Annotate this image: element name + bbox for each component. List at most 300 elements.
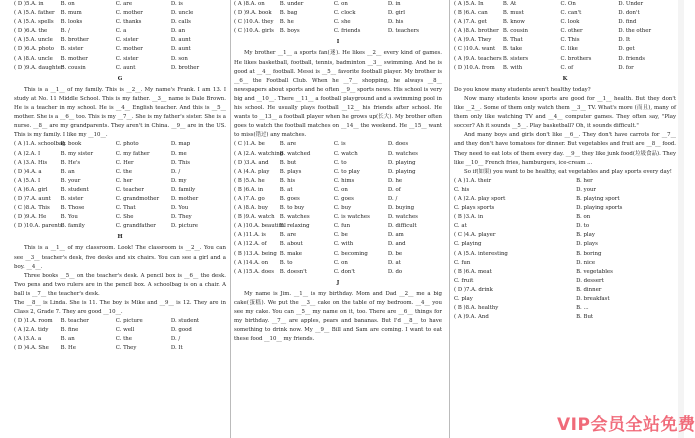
option-row xyxy=(234,9,442,18)
option-row xyxy=(234,186,442,195)
option-cell: D. playing xyxy=(387,168,416,175)
option-row xyxy=(234,268,442,277)
option-block-top xyxy=(14,0,226,73)
option-row xyxy=(454,240,676,249)
option-cell: B. about xyxy=(279,241,303,248)
option-row xyxy=(14,150,226,159)
option-cell: C. picture xyxy=(115,318,143,325)
option-cell: D. buying xyxy=(387,205,415,212)
option-row xyxy=(454,213,676,222)
option-cell: B. vegetables xyxy=(576,268,613,275)
option-row xyxy=(234,222,442,231)
option-cell: D. aunt xyxy=(170,37,191,44)
option-cell: C. look xyxy=(560,19,580,26)
column-divider-left xyxy=(230,0,231,438)
option-row xyxy=(14,168,226,177)
option-cell: C. other xyxy=(560,28,583,35)
option-cell: B. playing sport xyxy=(576,195,620,202)
option-cell: B. your xyxy=(60,177,81,184)
option-cell: ( D )10.A. parents xyxy=(14,223,63,230)
option-row xyxy=(454,18,676,27)
option-cell: ( A )11.A. is xyxy=(234,232,266,239)
option-cell: B. he xyxy=(279,19,294,26)
section-i-passage: My brother __1__ a sports fan(迷). He likes __2__ every kind of games. He likes basketball, football, tennis, badminton __3__ swimming. And he is good at __4__ football. Messi is __5__ favorite football player. My brother is __6__ the Football Club. When he __7__ shopping, he always __8__ newspapers about sports and he often __9__ sports news. His school is very big and __10__. There __11__ a football playground and a swimming pool in his school. He usually plays football __12__ his friends after school. He wants to __13__ a football player when he grows up(长大). My brother often goes to watch the football matches on __14__ the weekend. He __15__ want to miss(错过) any matches. xyxy=(234,50,442,139)
option-cell: B. his xyxy=(279,177,296,184)
option-cell: ( C )10.A. they xyxy=(234,19,274,26)
option-row xyxy=(234,204,442,213)
option-cell: B. know xyxy=(502,19,525,26)
option-cell: C. sister xyxy=(115,37,139,44)
option-cell: ( A )1.A. their xyxy=(454,177,492,184)
option-cell: D. / xyxy=(170,336,181,343)
option-cell: D. am xyxy=(387,232,404,239)
option-cell: ( D )1.A. room xyxy=(14,318,53,325)
option-cell: D. don't xyxy=(618,10,640,17)
option-cell: B. Those xyxy=(60,205,85,212)
option-cell: ( A )15.A. does xyxy=(234,268,275,275)
option-cell: C. is watches xyxy=(333,214,370,221)
option-cell: C. brothers xyxy=(560,55,592,62)
option-cell: B. boys xyxy=(279,28,300,35)
option-cell: D. You xyxy=(170,205,189,212)
option-cell: C. the xyxy=(115,336,132,343)
option-cell: C. a xyxy=(115,28,127,35)
option-cell: C. Her xyxy=(115,159,134,166)
option-cell: D. plays xyxy=(576,241,598,248)
option-cell: C. is xyxy=(333,141,346,148)
column-middle xyxy=(234,0,442,438)
option-row xyxy=(14,222,226,231)
option-block-top xyxy=(234,0,442,36)
option-cell: ( A )10.A. beautiful xyxy=(234,223,286,230)
option-cell: D. his xyxy=(387,19,404,26)
option-row xyxy=(14,195,226,204)
option-cell: D. in xyxy=(387,1,401,7)
option-cell: B. but xyxy=(279,159,297,166)
option-cell: D. for xyxy=(618,64,634,71)
option-cell: D. at xyxy=(387,259,401,266)
option-cell: C. grandfather xyxy=(115,223,156,230)
section-h-passage-1: This is a __1__ of my classroom. Look! The classroom is __2__. You can see __3__ teacher's desk, five desks and six chairs. You can see a girl and a boy. __4__. xyxy=(14,245,226,270)
section-g-title: G xyxy=(117,75,123,82)
option-cell: C. aunt xyxy=(115,64,136,71)
option-cell: ( D )6.A. photo xyxy=(14,46,54,53)
option-cell: B. cousin xyxy=(60,64,86,71)
option-cell: B. take xyxy=(502,46,523,53)
option-row xyxy=(454,204,676,213)
section-g-options xyxy=(14,140,226,231)
option-cell: C. with xyxy=(333,241,354,248)
option-cell: C. like xyxy=(560,46,578,53)
option-cell: C. That xyxy=(115,205,136,212)
option-cell: B. on xyxy=(60,1,75,7)
option-cell: B. That xyxy=(502,37,523,44)
option-cell: D. of xyxy=(387,186,401,193)
option-cell: ( A )9.A. They xyxy=(454,37,492,44)
option-cell: ( A )5.A. In xyxy=(454,1,484,7)
option-cell: D. brother xyxy=(170,64,200,71)
option-cell: D. to xyxy=(576,223,590,230)
option-cell: D. my xyxy=(170,177,187,184)
option-cell: ( A )7.A. get xyxy=(454,19,487,26)
option-row xyxy=(454,286,676,295)
option-cell: ( A )2.A. tidy xyxy=(14,327,49,334)
option-cell: B. teacher xyxy=(60,318,89,325)
option-cell: C. the xyxy=(115,168,132,175)
option-cell: B. family xyxy=(60,223,85,230)
column-divider-right xyxy=(449,0,450,438)
option-cell: C. They xyxy=(115,345,137,352)
option-row xyxy=(14,326,226,335)
option-row xyxy=(234,18,442,27)
option-cell: C. photo xyxy=(115,141,139,148)
option-row xyxy=(14,18,226,27)
option-cell: C. her xyxy=(115,177,133,184)
option-row xyxy=(14,45,226,54)
option-row xyxy=(454,259,676,268)
option-cell: D. your xyxy=(576,186,596,193)
option-row xyxy=(454,64,676,73)
option-cell: ( D )9.A. daughter xyxy=(14,64,64,71)
option-cell: B. sister xyxy=(60,195,84,202)
page-edge-strip xyxy=(678,0,684,438)
option-cell: B. mum xyxy=(60,10,82,17)
option-cell: D. me xyxy=(170,150,187,157)
option-cell: ( B )5.A. he xyxy=(234,177,265,184)
option-cell: B. brother xyxy=(60,37,89,44)
option-cell: ( A )5.A. interesting xyxy=(454,250,508,257)
option-cell: D. family xyxy=(170,186,196,193)
option-cell: ( A )3.A. His xyxy=(14,159,48,166)
option-row xyxy=(234,240,442,249)
option-cell: D. picture xyxy=(170,223,198,230)
option-row xyxy=(14,64,226,73)
option-cell: C. This xyxy=(560,37,580,44)
option-cell: C. on xyxy=(333,186,348,193)
option-cell: ( D )7.A. aunt xyxy=(14,195,51,202)
option-cell: D. find xyxy=(618,19,637,26)
option-cell: D. This xyxy=(170,159,190,166)
option-row xyxy=(14,344,226,353)
option-cell: D. is xyxy=(170,1,183,7)
option-row xyxy=(14,9,226,18)
option-cell: C. friends xyxy=(333,28,361,35)
option-cell: B. looks xyxy=(60,19,83,26)
option-cell: D. calls xyxy=(170,19,191,26)
option-row xyxy=(454,195,676,204)
option-cell: ( B )9.A. watch xyxy=(234,214,275,221)
section-j-title: J xyxy=(336,279,340,286)
option-cell: ( C )4.A. player xyxy=(454,232,496,239)
option-cell: ( A )4.A. play xyxy=(234,168,270,175)
section-h-options xyxy=(14,317,226,353)
option-cell: ( C )1.A. be xyxy=(234,141,265,148)
option-cell: ( B )13.A. being xyxy=(234,250,277,257)
section-k-passage-4: So if(如果) you want to be healthy, eat vegetables and play sports every day! xyxy=(464,168,672,175)
option-cell: B. / xyxy=(60,28,70,35)
option-block-top xyxy=(454,0,676,73)
option-cell: ( A )9.A. And xyxy=(454,314,489,321)
option-cell: D. watches xyxy=(387,150,418,157)
option-row xyxy=(14,159,226,168)
option-cell: B. on xyxy=(576,214,591,221)
option-row xyxy=(234,27,442,36)
option-cell: ( D )3.A. and xyxy=(234,159,269,166)
vip-watermark[interactable] xyxy=(553,408,695,436)
option-row xyxy=(454,45,676,54)
option-cell: D. Under xyxy=(618,1,644,7)
option-cell: ( B )6.A. in xyxy=(234,186,264,193)
option-cell: ( D )6.A. the xyxy=(14,28,48,35)
option-cell: C. fun xyxy=(454,259,471,266)
option-cell: C. thanks xyxy=(115,19,142,26)
option-cell: B. At xyxy=(502,1,517,7)
option-cell: B. fine xyxy=(60,327,79,334)
option-cell: B. boring xyxy=(576,250,602,257)
option-cell: C. becoming xyxy=(333,250,368,257)
section-j-passage: My name is Jim. __1__ is my birthday. Mom and Dad __2__ me a big cake(蛋糕). We put the __3__ cake on the table of my bedroom. __4__ you see my cake. You can __5__ my name on it, too. There are __6__ things for my birthday. __7__ are apples, pears and bananas. But I'd __8__ to have something to drink now. My __9__ Bill and Sam are coming. I want to eat these food __10__ my friends. xyxy=(234,290,442,343)
option-row xyxy=(454,304,676,313)
option-row xyxy=(454,231,676,240)
option-cell: B. to xyxy=(279,259,293,266)
option-cell: ( D )4.A. a xyxy=(14,168,42,175)
option-row xyxy=(454,295,676,304)
option-cell: ( D )7.A. drink xyxy=(454,286,493,293)
option-cell: ( A )8.A. on xyxy=(234,1,265,7)
option-cell: C. hims xyxy=(333,177,355,184)
section-k-passage-2: Now many students know sports are good for __1__ health. But they don't like __2__. Some of them only watch them __3__ TV. What's more (而且), many of them only like watching TV and __4__ computer games. They often say, "Play soccer? Ah it sounds __5__. Play basketball? Oh, it sounds difficult." xyxy=(454,95,676,130)
option-cell: C. his xyxy=(454,186,470,193)
option-row xyxy=(454,27,676,36)
option-cell: ( A )2.A. play sport xyxy=(454,195,506,202)
option-row xyxy=(454,177,676,186)
option-cell: ( A )12.A. of xyxy=(234,241,267,248)
option-row xyxy=(454,250,676,259)
option-cell: D. the other xyxy=(618,28,652,35)
option-cell: C. play xyxy=(454,296,473,302)
option-cell: D. girl xyxy=(387,10,405,17)
option-cell: ( A )2.A. I xyxy=(14,150,41,157)
option-cell: D. do xyxy=(387,268,403,275)
option-cell: B. sisters xyxy=(502,55,529,62)
section-h-title: H xyxy=(117,234,123,241)
option-cell: D. They xyxy=(170,214,192,221)
option-cell: B. He's xyxy=(60,159,81,166)
option-cell: B. He xyxy=(60,345,76,352)
option-cell: ( B )6.A. meat xyxy=(454,268,492,275)
option-cell: C. clock xyxy=(333,10,356,17)
option-row xyxy=(234,150,442,159)
option-cell: D. get xyxy=(618,46,635,53)
option-cell: C. grandmother xyxy=(115,195,160,202)
option-row xyxy=(14,204,226,213)
option-cell: D. son xyxy=(170,55,188,62)
option-cell: D. teachers xyxy=(387,28,420,35)
option-row xyxy=(14,186,226,195)
option-cell: ( A )3.A. a xyxy=(14,336,42,343)
option-cell: D. good xyxy=(170,327,192,334)
option-cell: C. fun xyxy=(333,223,351,230)
column-left xyxy=(14,0,226,438)
option-cell: ( C )10.A. girls xyxy=(234,28,274,35)
option-cell: ( A )6.A. girl xyxy=(14,186,48,193)
option-cell: C. well xyxy=(115,327,135,334)
option-cell: B. goes xyxy=(279,195,300,202)
option-row xyxy=(454,313,676,322)
option-row xyxy=(454,9,676,18)
option-cell: B. watched xyxy=(279,150,311,157)
option-cell: B. cousin xyxy=(502,28,528,35)
option-cell: D. aunt xyxy=(170,46,191,53)
option-cell: C. be xyxy=(333,232,348,239)
option-row xyxy=(234,250,442,259)
option-cell: ( A )9.A. teachers xyxy=(454,55,502,62)
section-i-title: I xyxy=(336,39,340,46)
vip-watermark-text: VIP会员全站免费 xyxy=(557,414,695,435)
option-cell: C. mother xyxy=(115,46,143,53)
option-cell: D. uncle xyxy=(170,10,194,17)
section-g-passage: This is a __1__ of my family. This is __2__. My name's Frank. I am 13. I study at No. 11 Middle School. This is my father. __3__ name is Dale Brown. He is a teacher in my school. He is __4__ English teacher. And this is __5__ mother. She is a __6__ too. This is my __7__. She is my father's sister. She is a nurse. __8__ are my grandparents. They aren't in China. __9__ are in the US. This is my family. I like my __10__. xyxy=(14,86,226,139)
option-cell: B. must xyxy=(502,10,524,17)
option-cell: D. friends xyxy=(618,55,645,62)
option-cell: D. nice xyxy=(576,259,596,266)
option-cell: B. student xyxy=(60,186,89,193)
option-cell: D. map xyxy=(170,141,191,148)
option-row xyxy=(234,259,442,268)
option-cell: B. plays xyxy=(279,168,302,175)
option-row xyxy=(234,195,442,204)
section-k-passage-1: Do you know many students aren't healthy today? xyxy=(454,86,591,93)
option-cell: B. to buy xyxy=(279,205,305,212)
option-cell: B. under xyxy=(279,1,304,7)
option-cell: ( D )5.A. in xyxy=(14,1,44,7)
section-k-title: K xyxy=(562,75,568,82)
option-row xyxy=(234,0,442,9)
option-cell: B. ... xyxy=(576,305,589,312)
option-cell: C. teacher xyxy=(115,186,144,193)
option-cell: D. playing sports xyxy=(576,205,623,212)
option-cell: C. sister xyxy=(115,55,139,62)
option-cell: B. bag xyxy=(279,10,298,17)
option-cell: ( A )1.A. schoolbag xyxy=(14,141,66,148)
option-cell: D. playing xyxy=(387,159,416,166)
option-cell: C. on xyxy=(333,259,348,266)
option-cell: ( D )9.A. book xyxy=(234,10,272,17)
option-cell: C. on xyxy=(333,1,348,7)
column-right xyxy=(454,0,676,438)
option-row xyxy=(234,168,442,177)
option-cell: B. an xyxy=(60,336,75,343)
option-cell: C. at xyxy=(454,223,467,230)
option-row xyxy=(14,213,226,222)
option-cell: C. buy xyxy=(333,205,352,212)
option-cell: D. be xyxy=(387,250,403,257)
section-h-passage-3: The __8__ is Linda. She is 11. The boy is Mike and __9__ is 12. They are in Class 2, Grade 7. They are good __10__. xyxy=(14,300,226,316)
option-cell: C. On xyxy=(560,1,576,7)
option-cell: B. But xyxy=(576,314,594,321)
option-cell: D. / xyxy=(387,195,398,202)
option-cell: C. can't xyxy=(560,10,582,17)
option-row xyxy=(234,231,442,240)
option-row xyxy=(234,140,442,149)
option-cell: D. dessert xyxy=(576,277,604,284)
option-cell: C. are xyxy=(115,1,133,7)
section-i-options xyxy=(234,140,442,276)
section-k-options xyxy=(454,177,676,323)
section-h-passage-2: Three books __5__ on the teacher's desk. A pencil box is __6__ the desk. Two pens and two rulers are in the pencil box. A schoolbag is on a chair. A ball is __7__ the teacher's desk. xyxy=(14,272,226,297)
option-cell: D. does xyxy=(387,141,409,148)
option-cell: B. with xyxy=(502,64,523,71)
option-row xyxy=(454,222,676,231)
option-cell: D. It xyxy=(170,345,183,352)
option-cell: B. her xyxy=(576,177,593,184)
option-cell: ( A )5.A. father xyxy=(14,10,55,17)
option-cell: ( A )14.A. on xyxy=(234,259,269,266)
option-cell: D. an xyxy=(170,28,186,35)
option-cell: B. sister xyxy=(60,46,84,53)
option-cell: ( A )5.A. I xyxy=(14,177,41,184)
option-cell: B. are xyxy=(279,232,297,239)
option-cell: ( A )8.A. buy xyxy=(234,205,268,212)
option-cell: D. he xyxy=(387,177,403,184)
option-cell: B. You xyxy=(60,214,78,221)
option-row xyxy=(234,159,442,168)
option-row xyxy=(454,55,676,64)
option-row xyxy=(14,177,226,186)
option-cell: B. relaxing xyxy=(279,223,310,230)
option-row xyxy=(454,268,676,277)
option-cell: C. goes xyxy=(333,195,354,202)
option-cell: D. and xyxy=(387,241,406,248)
option-row xyxy=(14,27,226,36)
option-row xyxy=(454,0,676,9)
option-cell: B. are xyxy=(279,141,297,148)
option-cell: C. don't xyxy=(333,268,356,275)
option-cell: C. to xyxy=(333,159,347,166)
option-cell: C. to play xyxy=(333,168,360,175)
option-cell: D. difficult xyxy=(387,223,417,230)
option-cell: D. It xyxy=(618,37,631,44)
section-k-passage-3: And many boys and girls don't like __6__. They don't have carrots for __7__ and they don't have tomatoes for dinner. But vegetables and fruit are __8__ food. They need to eat lots of them every day. __9__ they like junk food(垃圾食品). They like __10__ French fries, hamburgers, ice-cream ... xyxy=(454,132,676,166)
option-cell: B. mother xyxy=(60,55,88,62)
option-cell: ( B )8.A. healthy xyxy=(454,305,499,312)
option-cell: ( C )10.A. want xyxy=(454,46,496,53)
option-cell: C. she xyxy=(333,19,351,26)
option-cell: ( A )5.A. spells xyxy=(14,19,54,26)
option-row xyxy=(14,335,226,344)
option-cell: C. playing xyxy=(454,241,482,248)
option-cell: C. mother xyxy=(115,10,143,17)
option-cell: ( C )8.A. This xyxy=(14,205,50,212)
option-cell: C. watch xyxy=(333,150,358,157)
option-cell: B. my sister xyxy=(60,150,94,157)
option-cell: D. breakfast xyxy=(576,296,610,302)
option-row xyxy=(234,213,442,222)
option-cell: C. She xyxy=(115,214,134,221)
option-cell: B. at xyxy=(279,186,293,193)
option-row xyxy=(454,277,676,286)
option-cell: ( A )2.A. watching xyxy=(234,150,284,157)
option-cell: B. make xyxy=(279,250,302,257)
option-cell: ( B )3.A. in xyxy=(454,214,484,221)
option-cell: D. / xyxy=(170,168,181,175)
option-cell: B. play xyxy=(576,232,595,239)
option-cell: B. an xyxy=(60,168,75,175)
option-cell: C. my father xyxy=(115,150,150,157)
option-cell: ( D )10.A. from xyxy=(454,64,495,71)
option-row xyxy=(14,36,226,45)
option-cell: B. book xyxy=(60,141,82,148)
